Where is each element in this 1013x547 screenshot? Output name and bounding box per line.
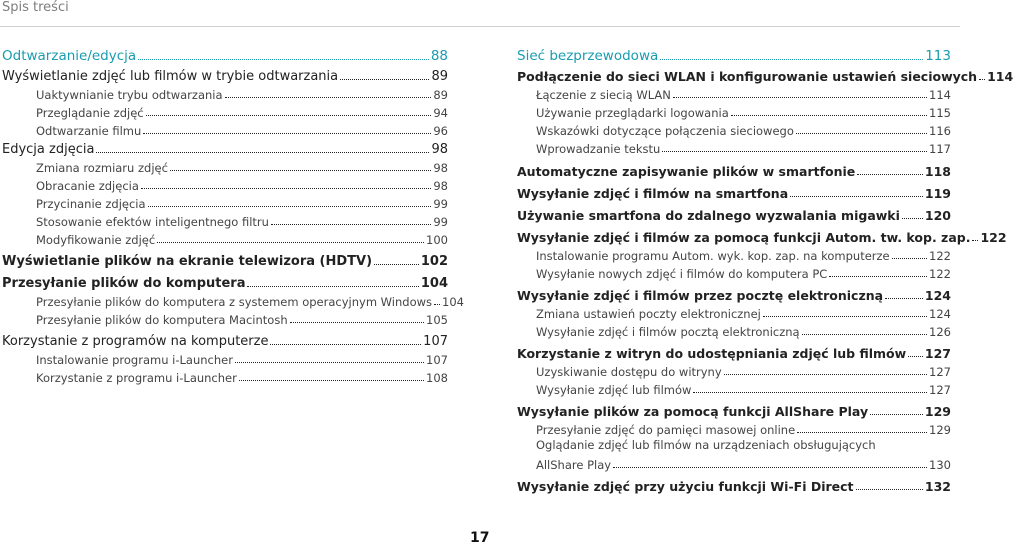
toc-entry-title: Przesyłanie plików do komputera Macintosh [36, 313, 288, 327]
toc-entry-title: Sieć bezprzewodowa [517, 48, 659, 64]
toc-entry-page: 116 [929, 124, 951, 138]
toc-entry-title: Przesyłanie plików do komputera z systemem operacyjnym Windows [36, 295, 433, 309]
toc-entry[interactable] [517, 246, 951, 263]
toc-entry-page: 126 [929, 325, 951, 339]
toc-entry-page: 127 [929, 365, 951, 379]
toc-entry-page: 127 [924, 346, 951, 361]
toc-entry[interactable] [0, 292, 464, 309]
toc-entry-page: 113 [925, 48, 951, 64]
dot-leader [763, 316, 927, 317]
toc-entry-page: 107 [423, 334, 448, 349]
dot-leader [143, 133, 431, 134]
toc-entry-page: 100 [426, 233, 448, 247]
dot-leader [902, 218, 923, 219]
toc-entry-title: Wysyłanie zdjęć i filmów na smartfona [517, 186, 789, 201]
toc-entry-page: 124 [929, 307, 951, 321]
dot-leader [857, 174, 923, 175]
dot-leader [660, 59, 923, 60]
toc-entry-page: 104 [420, 276, 448, 291]
toc-entry-title: Korzystanie z witryn do udostępniania zdjęć lub filmów [517, 346, 907, 361]
dot-leader [731, 115, 927, 116]
toc-entry-title: Przeglądanie zdjęć [36, 106, 144, 120]
toc-entry-page: 104 [442, 295, 464, 309]
toc-entry-page: 98 [431, 142, 448, 157]
toc-entry-title: Wysyłanie zdjęć lub filmów [536, 383, 692, 397]
toc-heading[interactable] [0, 331, 448, 349]
dot-leader [693, 392, 927, 393]
toc-heading[interactable] [0, 251, 448, 269]
toc-entry[interactable] [0, 121, 448, 138]
toc-entry[interactable] [0, 350, 448, 367]
toc-entry-page: 94 [433, 106, 448, 120]
dot-leader [673, 97, 927, 98]
toc-entry-page: 117 [929, 142, 951, 156]
header-title: Spis treści [2, 0, 69, 15]
toc-heading[interactable] [517, 205, 951, 223]
toc-entry-title: Zmiana ustawień poczty elektronicznej [536, 307, 761, 321]
toc-entry-title: Łączenie z siecią WLAN [536, 88, 671, 102]
dot-leader [790, 196, 923, 197]
toc-entry-page: 127 [929, 383, 951, 397]
toc-heading[interactable] [517, 285, 951, 303]
dot-leader [724, 374, 927, 375]
toc-entry[interactable] [517, 438, 951, 472]
toc-entry[interactable] [0, 368, 448, 385]
toc-entry-page: 89 [433, 88, 448, 102]
toc-entry-page: 114 [929, 88, 951, 102]
dot-leader [892, 258, 927, 259]
dot-leader [340, 79, 429, 80]
toc-entry-page: 118 [924, 164, 951, 179]
dot-leader [802, 334, 927, 335]
toc-entry-page: 98 [433, 179, 448, 193]
toc-entry-page: 99 [433, 215, 448, 229]
toc-entry-title: Instalowanie programu i-Launcher [36, 353, 233, 367]
dot-leader [972, 240, 978, 241]
toc-entry-title: Używanie smartfona do zdalnego wyzwalania migawki [517, 208, 900, 223]
toc-heading[interactable] [0, 273, 448, 291]
toc-entry-page: 108 [426, 371, 448, 385]
toc-entry-page: 105 [426, 313, 448, 327]
toc-entry-page: 102 [420, 254, 448, 269]
toc-right-column [517, 46, 1013, 495]
toc-entry-title: Uzyskiwanie dostępu do witryny [536, 365, 722, 379]
toc-entry-title: Wysyłanie zdjęć i filmów pocztą elektroniczną [536, 325, 800, 339]
toc-entry-title: Obracanie zdjęcia [36, 179, 139, 193]
toc-heading[interactable] [517, 343, 951, 361]
toc-entry-page: 88 [430, 48, 448, 64]
toc-entry-title: Edycja zdjęcia [2, 142, 95, 157]
dot-leader [270, 344, 421, 345]
toc-entry-page: 89 [431, 69, 448, 84]
toc-entry-page: 122 [980, 230, 1007, 245]
toc-entry-title: Wysyłanie nowych zdjęć i filmów do komputera PC [536, 267, 828, 281]
toc-entry[interactable] [0, 85, 448, 102]
toc-entry[interactable] [517, 103, 951, 120]
toc-entry[interactable] [517, 304, 951, 321]
toc-entry-title: Wysyłanie zdjęć i filmów za pomocą funkcji Autom. tw. kop. zap. [517, 230, 971, 245]
toc-entry-title: Automatyczne zapisywanie plików w smartfonie [517, 164, 856, 179]
toc-entry[interactable] [0, 310, 448, 327]
dot-leader [141, 188, 431, 189]
toc-entry-page: 115 [929, 106, 951, 120]
dot-leader [613, 467, 927, 468]
toc-entry-title: Przesyłanie plików do komputera [2, 276, 246, 291]
dot-leader [979, 79, 985, 80]
toc-entry-title-cont: AllShare Play [536, 458, 612, 472]
toc-entry-title: Wysyłanie zdjęć przy użyciu funkcji Wi-Fi Direct [517, 479, 854, 494]
toc-heading[interactable] [517, 183, 951, 201]
toc-entry-page: 114 [987, 69, 1013, 84]
toc-entry-page: 107 [426, 353, 448, 367]
toc-entry-page: 129 [929, 423, 951, 437]
dot-leader [290, 322, 424, 323]
dot-leader [856, 489, 923, 490]
dot-leader [146, 115, 432, 116]
toc-entry-page: 119 [924, 186, 951, 201]
dot-leader [148, 206, 432, 207]
toc-entry[interactable] [517, 139, 951, 156]
toc-entry-title: Wysyłanie plików za pomocą funkcji AllShare Play [517, 404, 869, 419]
toc-entry[interactable] [517, 264, 951, 281]
toc-entry-title: Wskazówki dotyczące połączenia sieciowego [536, 124, 794, 138]
toc-entry[interactable] [0, 230, 448, 247]
toc-heading[interactable] [517, 66, 1013, 84]
toc-entry-page: 122 [929, 267, 951, 281]
dot-leader [138, 59, 429, 60]
dot-leader [870, 414, 923, 415]
toc-entry-title: Stosowanie efektów inteligentnego filtru [36, 215, 269, 229]
toc-entry-page: 98 [433, 161, 448, 175]
toc-entry-title: Podłączenie do sieci WLAN i konfigurowanie ustawień sieciowych [517, 69, 978, 84]
toc-heading[interactable] [517, 227, 1007, 245]
toc-entry-title: Korzystanie z programów na komputerze [2, 334, 269, 349]
toc-entry[interactable] [517, 322, 951, 339]
dot-leader [908, 356, 923, 357]
dot-leader [247, 286, 418, 287]
dot-leader [796, 133, 927, 134]
toc-entry-title: Odtwarzanie filmu [36, 124, 142, 138]
dot-leader [96, 152, 429, 153]
toc-entry-page: 124 [924, 288, 951, 303]
dot-leader [829, 276, 927, 277]
toc-entry-title: Przesyłanie zdjęć do pamięci masowej online [536, 423, 796, 437]
toc-entry-title: Zmiana rozmiaru zdjęć [36, 161, 168, 175]
toc-entry-title: Wyświetlanie zdjęć lub filmów w trybie odtwarzania [2, 69, 339, 84]
toc-section-heading[interactable] [517, 46, 951, 64]
toc-section-heading[interactable] [0, 46, 448, 64]
toc-entry[interactable] [517, 362, 951, 379]
toc-entry-title: Uaktywnianie trybu odtwarzania [36, 88, 223, 102]
toc-entry-title: Wprowadzanie tekstu [536, 142, 661, 156]
toc-heading[interactable] [0, 66, 448, 84]
toc-entry[interactable] [0, 194, 448, 211]
dot-leader [797, 432, 927, 433]
dot-leader [885, 298, 923, 299]
dot-leader [235, 362, 424, 363]
toc-entry[interactable] [0, 176, 448, 193]
toc-heading[interactable] [517, 476, 951, 494]
toc-entry[interactable] [517, 121, 951, 138]
toc-entry-page: 132 [924, 479, 951, 494]
dot-leader [157, 242, 424, 243]
toc-heading[interactable] [517, 161, 951, 179]
toc-entry-title: Używanie przeglądarki logowania [536, 106, 729, 120]
toc-entry-title: Instalowanie programu Autom. wyk. kop. zap. na komputerze [536, 249, 890, 263]
toc-entry-page: 120 [924, 208, 951, 223]
toc-entry-title: Odtwarzanie/edycja [2, 48, 137, 64]
toc-entry[interactable] [0, 158, 448, 175]
toc-entry[interactable] [517, 420, 951, 437]
toc-entry[interactable] [517, 380, 951, 397]
page-number: 17 [470, 530, 490, 546]
toc-entry-page: 130 [929, 458, 951, 472]
toc-entry[interactable] [0, 212, 448, 229]
toc-heading[interactable] [0, 139, 448, 157]
toc-entry-title: Wyświetlanie plików na ekranie telewizora (HDTV) [2, 254, 373, 269]
dot-leader [225, 97, 432, 98]
toc-entry-page: 99 [433, 197, 448, 211]
toc-entry-title: Korzystanie z programu i-Launcher [36, 371, 237, 385]
toc-entry[interactable] [0, 103, 448, 120]
toc-entry-page: 129 [924, 404, 951, 419]
dot-leader [662, 151, 927, 152]
toc-entry-title: Wysyłanie zdjęć i filmów przez pocztę elektroniczną [517, 288, 884, 303]
toc-entry-page: 96 [433, 124, 448, 138]
dot-leader [374, 264, 419, 265]
toc-entry-page: 122 [929, 249, 951, 263]
dot-leader [239, 380, 424, 381]
toc-left-column [0, 46, 464, 386]
toc-entry-title: Modyfikowanie zdjęć [36, 233, 156, 247]
toc-entry-title: Przycinanie zdjęcia [36, 197, 146, 211]
dot-leader [170, 170, 431, 171]
page-header [0, 0, 960, 27]
toc-heading[interactable] [517, 401, 951, 419]
toc-entry-title: Oglądanie zdjęć lub filmów na urządzeniach obsługujących [536, 438, 876, 452]
dot-leader [434, 304, 440, 305]
toc-entry[interactable] [517, 85, 951, 102]
dot-leader [271, 224, 431, 225]
